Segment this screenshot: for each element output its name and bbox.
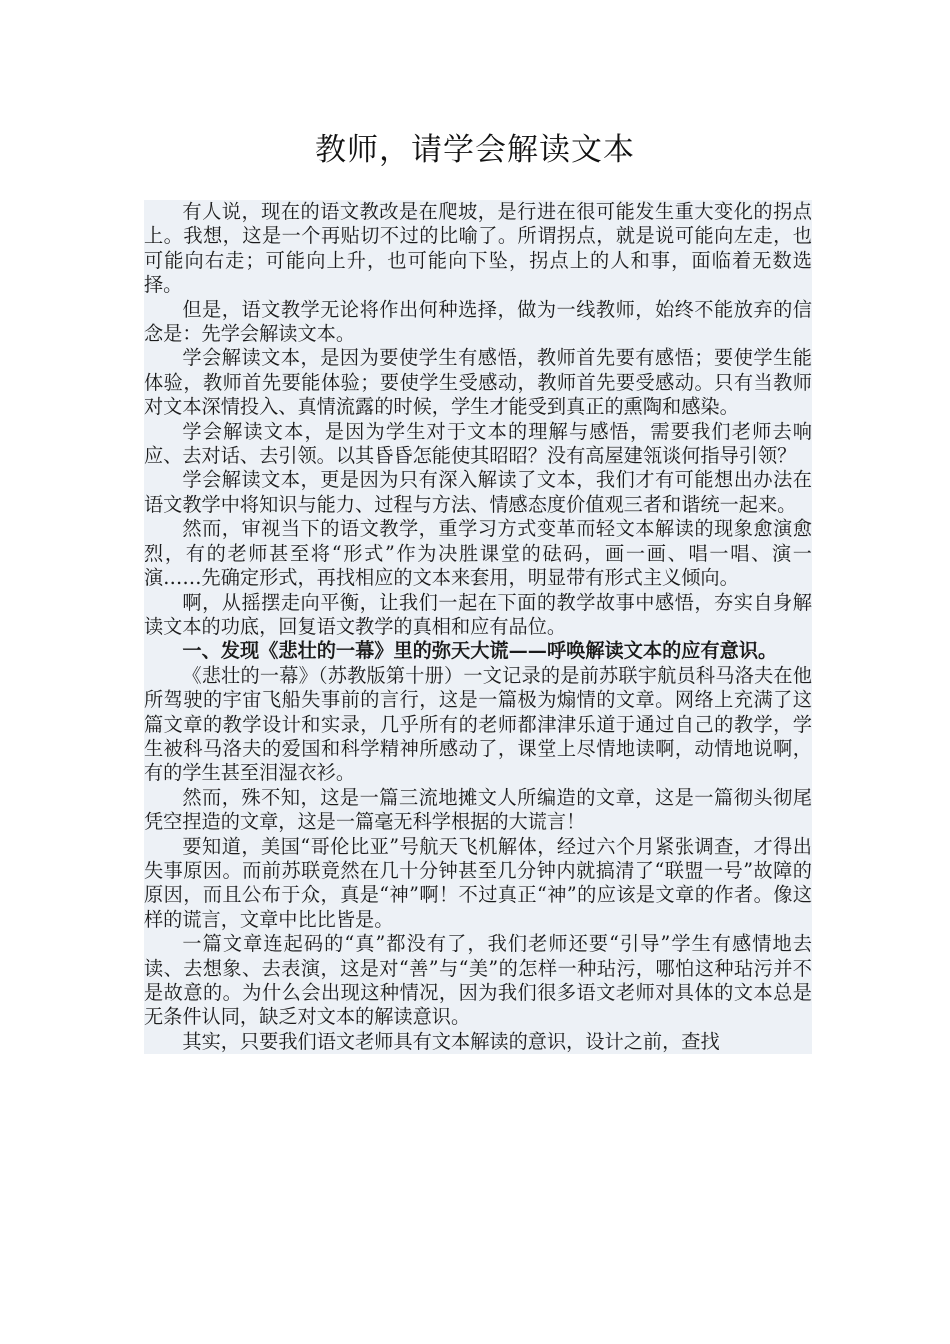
paragraph-reason-feeling: 学会解读文本，是因为要使学生有感悟，教师首先要有感悟；要使学生能体验，教师首先要能体验；要使学生受感动，教师首先要受感动。只有当教师对文本深情投入、真情流露的时候，学生才能受到真正的熏陶和感染。	[144, 346, 812, 419]
paragraph-belief: 但是，语文教学无论将作出何种选择，做为一线教师，始终不能放弃的信念是：先学会解读文本。	[144, 297, 812, 346]
section-heading: 一、发现《悲壮的一幕》里的弥天大谎——呼唤解读文本的应有意识。	[144, 639, 812, 663]
paragraph-section-5: 其实，只要我们语文老师具有文本解读的意识，设计之前，查找	[144, 1030, 812, 1054]
paragraph-call-to-action: 啊，从摇摆走向平衡，让我们一起在下面的教学故事中感悟，夯实自身解读文本的功底，回复语文教学的真相和应有品位。	[144, 590, 812, 638]
paragraph-reason-unity: 学会解读文本，更是因为只有深入解读了文本，我们才有可能想出办法在语文教学中将知识与能力、过程与方法、情感态度价值观三者和谐统一起来。	[144, 468, 812, 516]
document-body	[144, 200, 812, 1054]
paragraph-section-3: 要知道，美国“哥伦比亚”号航天飞机解体，经过六个月紧张调查，才得出失事原因。而前苏联竟然在几十分钟甚至几分钟内就搞清了“联盟一号”故障的原因，而且公布于众，真是“神”啊！不过真正“神”的应该是文章的作者。像这样的谎言，文章中比比皆是。	[144, 834, 812, 931]
paragraph-section-2: 然而，殊不知，这是一篇三流地摊文人所编造的文章，这是一篇彻头彻尾凭空捏造的文章，这是一篇毫无科学根据的大谎言！	[144, 785, 812, 834]
paragraph-section-4: 一篇文章连起码的“真”都没有了，我们老师还要“引导”学生有感情地去读、去想象、去表演，这是对“善”与“美”的怎样一种玷污，哪怕这种玷污并不是故意的。为什么会出现这种情况，因为我们很多语文老师对具体的文本总是无条件认同，缺乏对文本的解读意识。	[144, 932, 812, 1029]
document-title: 教师，请学会解读文本	[315, 132, 635, 168]
paragraph-reason-guidance: 学会解读文本，是因为学生对于文本的理解与感悟，需要我们老师去响应、去对话、去引领。以其昏昏怎能使其昭昭？没有高屋建瓴谈何指导引领？	[144, 419, 812, 468]
paragraph-current-problem: 然而，审视当下的语文教学，重学习方式变革而轻文本解读的现象愈演愈烈，有的老师甚至将“形式”作为决胜课堂的砝码，画一画、唱一唱、演一演……先确定形式，再找相应的文本来套用，明显带有形式主义倾向。	[144, 517, 812, 590]
paragraph-intro: 有人说，现在的语文教改是在爬坡，是行进在很可能发生重大变化的拐点上。我想，这是一个再贴切不过的比喻了。所谓拐点，就是说可能向左走，也可能向右走；可能向上升，也可能向下坠，拐点上的人和事，面临着无数选择。	[144, 200, 812, 297]
paragraph-section-1: 《悲壮的一幕》（苏教版第十册）一文记录的是前苏联宇航员科马洛夫在他所驾驶的宇宙飞船失事前的言行，这是一篇极为煽情的文章。网络上充满了这篇文章的教学设计和实录，几乎所有的老师都津津乐道于通过自己的教学，学生被科马洛夫的爱国和科学精神所感动了，课堂上尽情地读啊，动情地说啊，有的学生甚至泪湿衣衫。	[144, 663, 812, 785]
